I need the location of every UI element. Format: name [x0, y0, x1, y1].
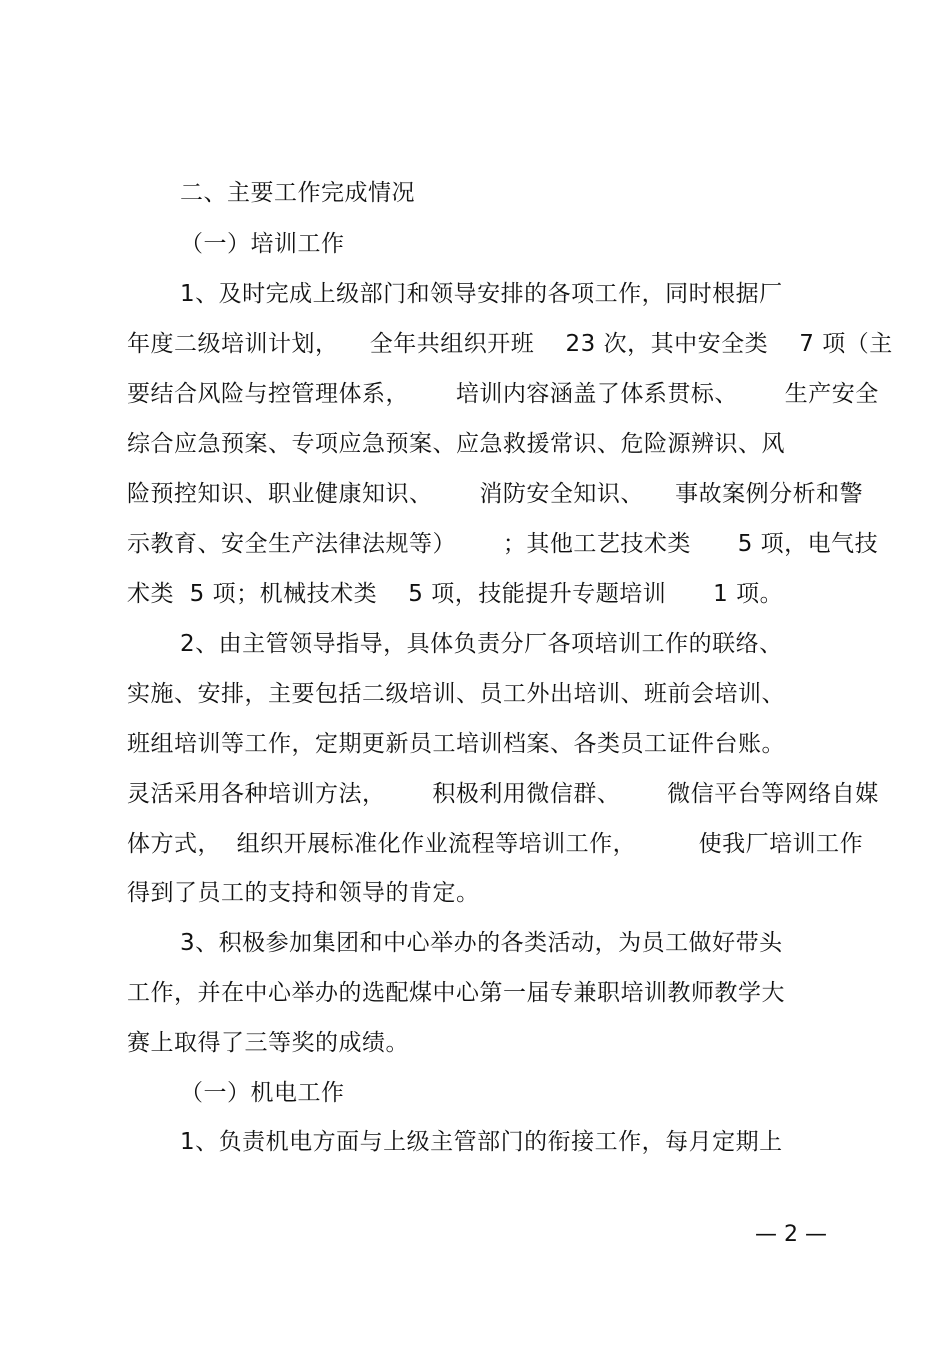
paragraph-line: 综合应急预案、专项应急预案、应急救援常识、危险源辨识、风 [127, 431, 785, 457]
paragraph-line: 体方式， 组织开展标准化作业流程等培训工作， 使我厂培训工作 [127, 831, 864, 857]
paragraph-line: 2、由主管领导指导，具体负责分厂各项培训工作的联络、 [180, 631, 783, 657]
paragraph-line: 年度二级培训计划， 全年共组织开班 23 次，其中安全类 7 项（主 [127, 331, 893, 357]
subsection-heading-electromechanical: （一）机电工作 [180, 1080, 345, 1106]
subsection-heading-training: （一）培训工作 [180, 231, 345, 257]
paragraph-line: 险预控知识、职业健康知识、 消防安全知识、 事故案例分析和警 [127, 481, 864, 507]
paragraph-line: 灵活采用各种培训方法， 积极利用微信群、 微信平台等网络自媒 [127, 781, 879, 807]
section-heading: 二、主要工作完成情况 [180, 180, 415, 206]
paragraph-line: 得到了员工的支持和领导的肯定。 [127, 880, 480, 906]
paragraph-line: 示教育、安全生产法律法规等） ；其他工艺技术类 5 项，电气技 [127, 531, 879, 557]
paragraph-line: 要结合风险与控管理体系， 培训内容涵盖了体系贯标、 生产安全 [127, 381, 879, 407]
paragraph-line: 赛上取得了三等奖的成绩。 [127, 1030, 409, 1056]
page-number: — 2 — [755, 1222, 827, 1247]
paragraph-line: 实施、安排，主要包括二级培训、员工外出培训、班前会培训、 [127, 681, 785, 707]
paragraph-line: 术类 5 项；机械技术类 5 项，技能提升专题培训 1 项。 [127, 581, 784, 607]
paragraph-line: 工作，并在中心举办的选配煤中心第一届专兼职培训教师教学大 [127, 980, 785, 1006]
paragraph-line: 1、负责机电方面与上级主管部门的衔接工作，每月定期上 [180, 1129, 783, 1155]
paragraph-line: 3、积极参加集团和中心举办的各类活动，为员工做好带头 [180, 930, 783, 956]
paragraph-line: 1、及时完成上级部门和领导安排的各项工作，同时根据厂 [180, 281, 783, 307]
paragraph-line: 班组培训等工作，定期更新员工培训档案、各类员工证件台账。 [127, 731, 785, 757]
